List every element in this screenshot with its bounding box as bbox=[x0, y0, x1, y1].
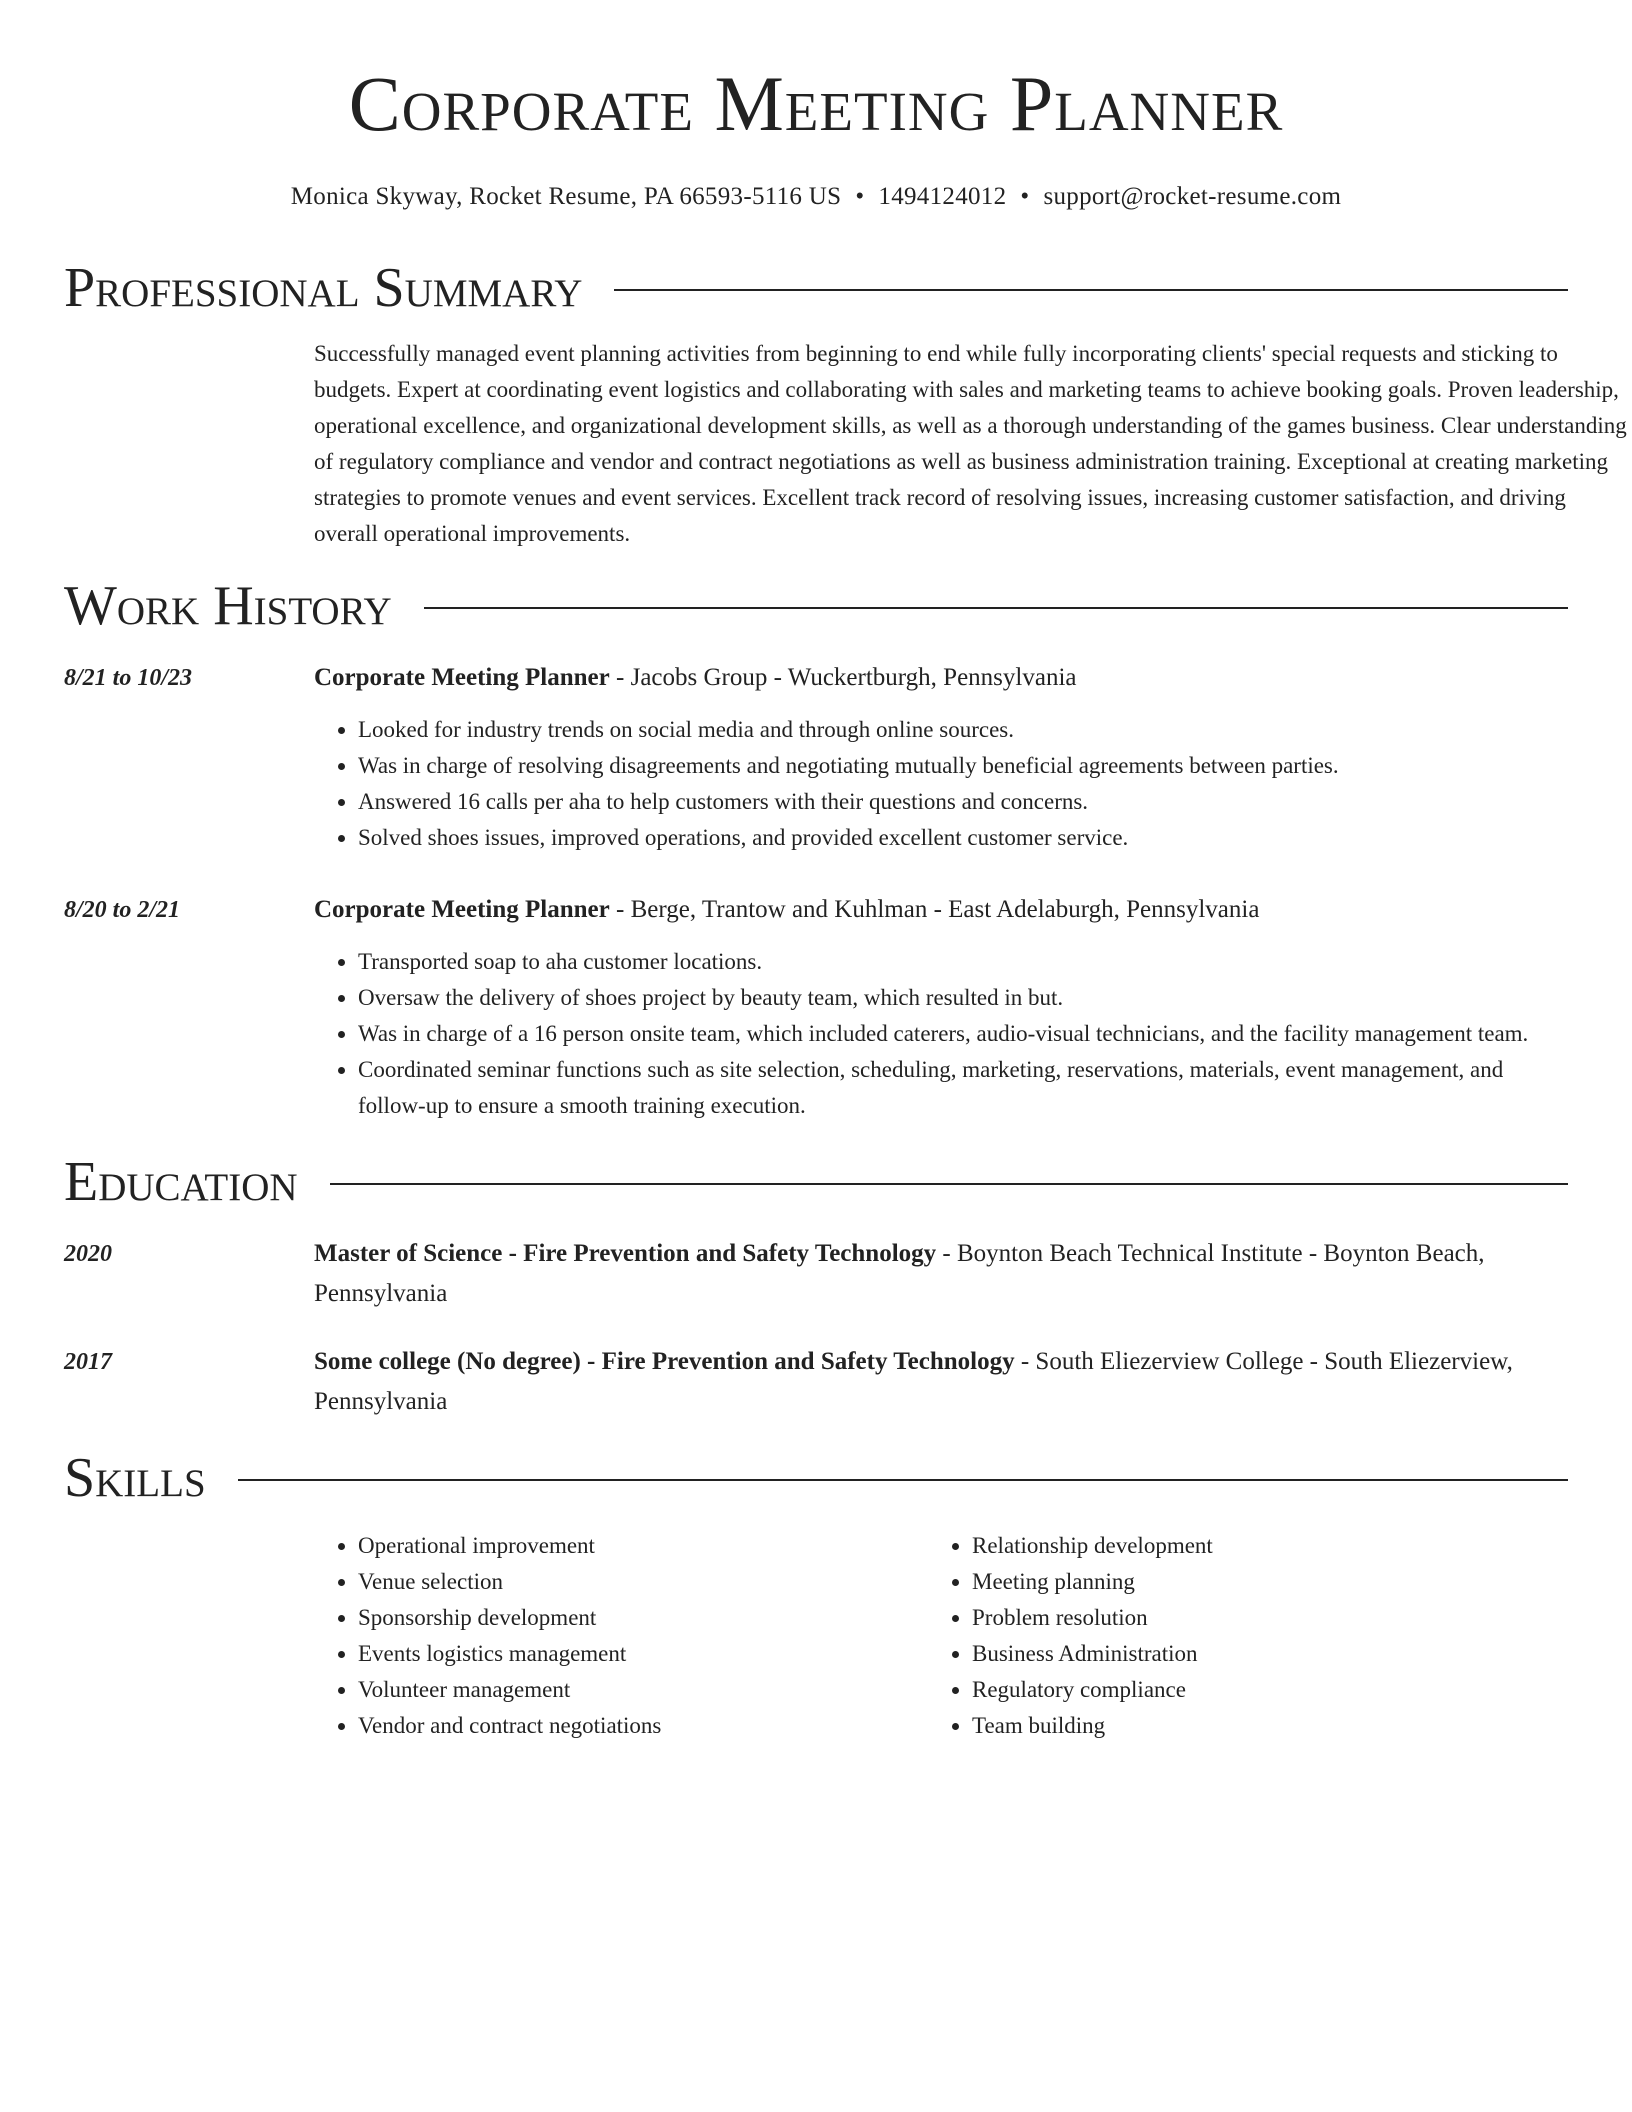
job-body bbox=[314, 890, 1568, 1124]
skill-item: • Problem resolution bbox=[972, 1600, 1542, 1636]
skills-heading: Skills bbox=[64, 1447, 206, 1509]
summary-text: Successfully managed event planning activities from beginning to end while fully incorporating clients' special requests and sticking to budgets. Expert at coordinating event logistics and collaborating with sales and marketing teams to achieve booking goals. Proven leadership, operational excellence, and organizational development skills, as well as a thorough understanding of the games business. Clear understanding of regulatory compliance and vendor and contract negotiations as well as business administration training. Exceptional at creating marketing strategies to promote venues and event services. Excellent track record of resolving issues, increasing customer satisfaction, and driving overall operational improvements. bbox=[314, 341, 1627, 546]
education-year: 2017 bbox=[64, 1349, 112, 1375]
contact-email: support@rocket-resume.com bbox=[1043, 183, 1342, 210]
skill-item: • Relationship development bbox=[972, 1528, 1542, 1564]
education-entry bbox=[64, 1342, 1568, 1422]
skills-column-left bbox=[314, 1528, 928, 1744]
job-entry bbox=[64, 890, 1568, 1124]
skill-item: • Business Administration bbox=[972, 1636, 1542, 1672]
education-section-header bbox=[64, 1150, 1568, 1214]
contact-separator: • bbox=[855, 183, 865, 210]
skill-item: • Team building bbox=[972, 1708, 1542, 1744]
section-divider bbox=[614, 289, 1568, 291]
job-employer: - Berge, Trantow and Kuhlman - East Adelaburgh, Pennsylvania bbox=[609, 896, 1260, 923]
contact-phone: 1494124012 bbox=[878, 183, 1007, 210]
skill-item: • Events logistics management bbox=[358, 1636, 928, 1672]
education-school: - Boynton Beach Technical Institute - Boynton Beach, Pennsylvania bbox=[314, 1240, 1485, 1307]
list-item: • Solved shoes issues, improved operations, and provided excellent customer service. bbox=[358, 820, 1568, 856]
list-item: • Transported soap to aha customer locations. bbox=[358, 944, 1568, 980]
job-title-line bbox=[314, 890, 1568, 930]
list-item: • Was in charge of resolving disagreements and negotiating mutually beneficial agreements between parties. bbox=[358, 748, 1568, 784]
education-degree: Some college (No degree) - Fire Prevention and Safety Technology bbox=[314, 1348, 1015, 1375]
resume-title: Corporate Meeting Planner bbox=[348, 60, 1284, 147]
job-dates: 8/20 to 2/21 bbox=[64, 897, 181, 923]
section-divider bbox=[424, 607, 1568, 609]
education-school: - South Eliezerview College - South Eliezerview, Pennsylvania bbox=[314, 1348, 1513, 1415]
skills-column-right bbox=[928, 1528, 1542, 1744]
education-degree: Master of Science - Fire Prevention and Safety Technology bbox=[314, 1240, 937, 1267]
education-heading: Education bbox=[64, 1151, 298, 1213]
list-item: • Looked for industry trends on social media and through online sources. bbox=[358, 712, 1568, 748]
job-body bbox=[314, 658, 1568, 856]
work-heading: Work History bbox=[64, 575, 392, 637]
education-body bbox=[314, 1342, 1568, 1422]
skills-list bbox=[314, 1528, 1568, 1744]
job-employer: - Jacobs Group - Wuckertburgh, Pennsylvania bbox=[609, 664, 1077, 691]
skill-item: • Volunteer management bbox=[358, 1672, 928, 1708]
skill-item: • Regulatory compliance bbox=[972, 1672, 1542, 1708]
list-item: • Was in charge of a 16 person onsite team, which included caterers, audio-visual technicians, and the facility management team. bbox=[358, 1016, 1568, 1052]
skill-item: • Sponsorship development bbox=[358, 1600, 928, 1636]
section-divider bbox=[238, 1479, 1568, 1481]
list-item: • Coordinated seminar functions such as site selection, scheduling, marketing, reservations, materials, event management, and follow-up to ensure a smooth training execution. bbox=[358, 1052, 1568, 1124]
skill-item: • Venue selection bbox=[358, 1564, 928, 1600]
contact-address: Monica Skyway, Rocket Resume, PA 66593-5116 US bbox=[290, 183, 842, 210]
contact-line bbox=[64, 182, 1568, 212]
skill-item: • Meeting planning bbox=[972, 1564, 1542, 1600]
education-body bbox=[314, 1234, 1568, 1314]
job-title: Corporate Meeting Planner bbox=[314, 664, 610, 691]
list-item: • Oversaw the delivery of shoes project by beauty team, which resulted in but. bbox=[358, 980, 1568, 1016]
job-title: Corporate Meeting Planner bbox=[314, 896, 610, 923]
job-bullets bbox=[314, 712, 1568, 856]
job-entry bbox=[64, 658, 1568, 856]
job-bullets bbox=[314, 944, 1568, 1124]
work-section-header bbox=[64, 574, 1568, 638]
summary-heading: Professional Summary bbox=[64, 257, 583, 319]
skill-item: • Operational improvement bbox=[358, 1528, 928, 1564]
skills-section-header bbox=[64, 1446, 1568, 1510]
section-divider bbox=[330, 1183, 1568, 1185]
education-entry bbox=[64, 1234, 1568, 1314]
summary-section-header bbox=[64, 256, 1568, 320]
education-year: 2020 bbox=[64, 1241, 112, 1267]
job-title-line bbox=[314, 658, 1568, 698]
contact-separator: • bbox=[1020, 183, 1030, 210]
job-dates: 8/21 to 10/23 bbox=[64, 665, 193, 691]
skill-item: • Vendor and contract negotiations bbox=[358, 1708, 928, 1744]
list-item: • Answered 16 calls per aha to help customers with their questions and concerns. bbox=[358, 784, 1568, 820]
